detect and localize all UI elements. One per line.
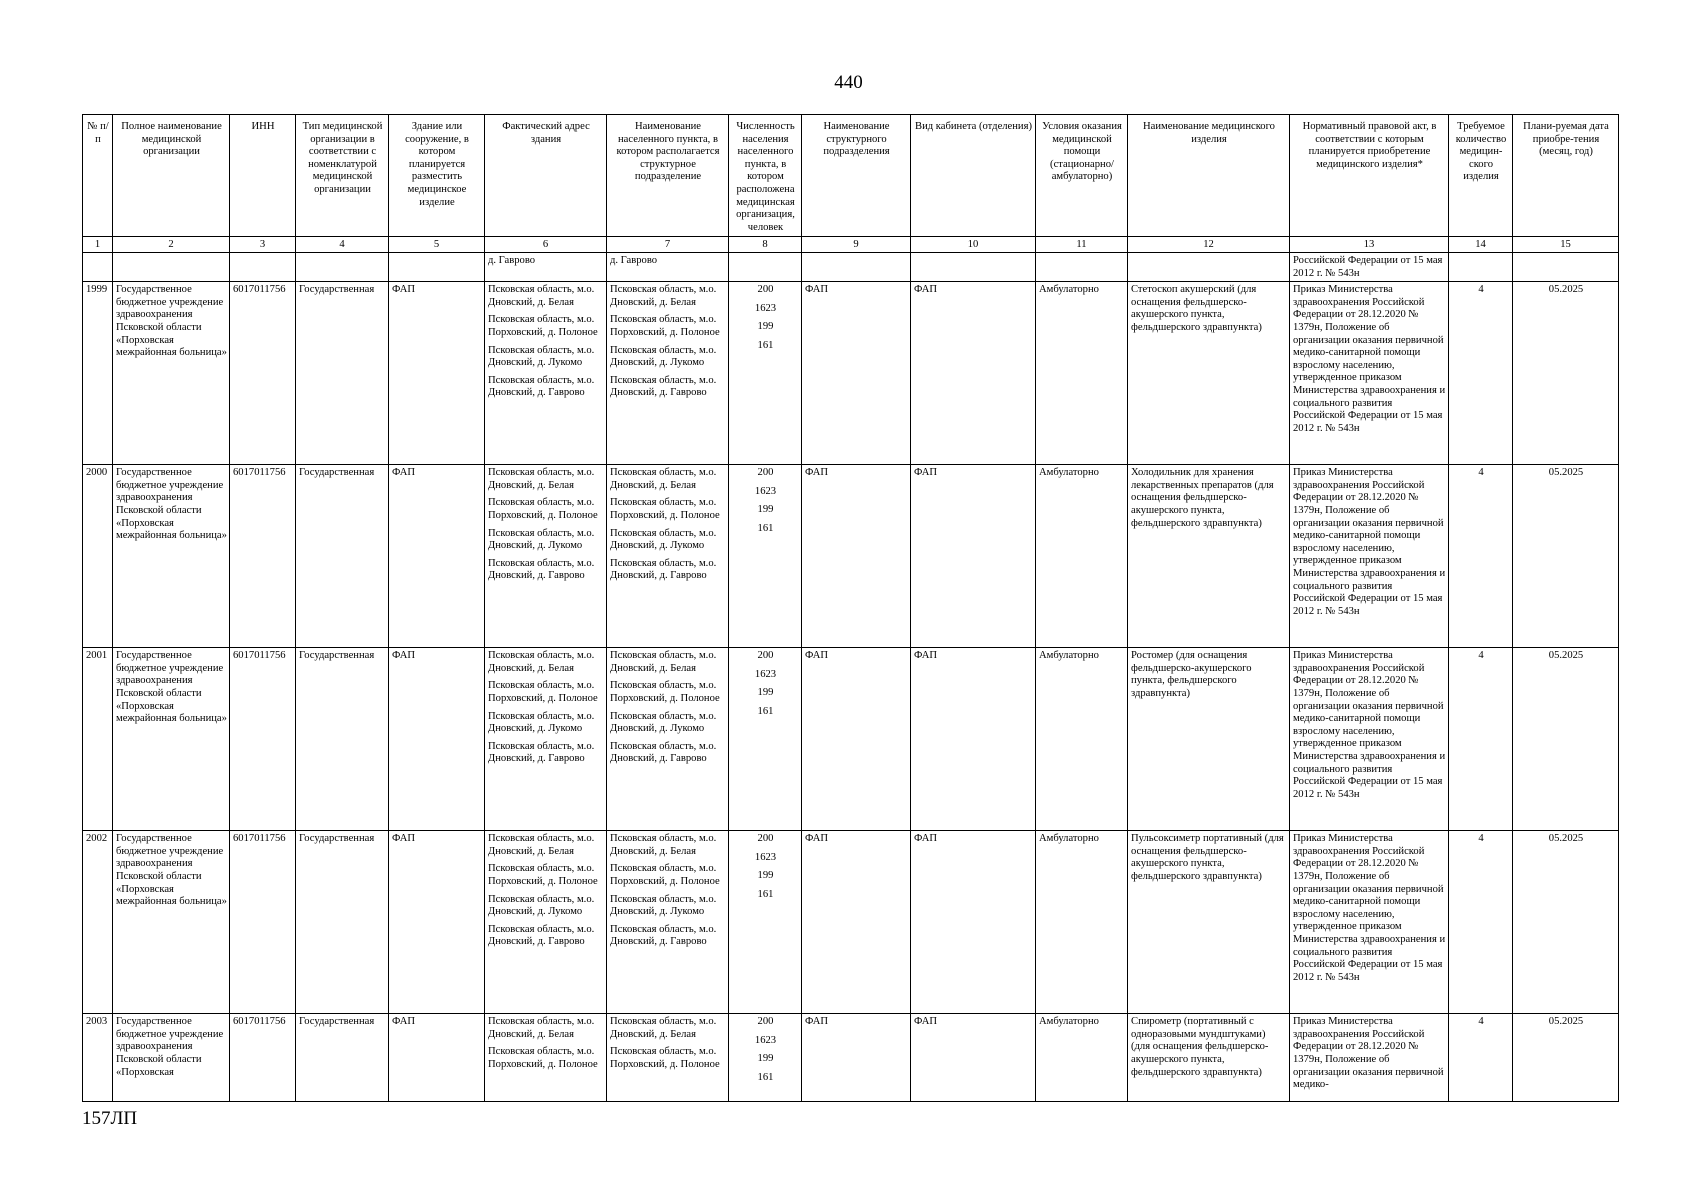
col-header: Здание или сооружение, в котором планируется разместить медицинское изделие [389,115,485,237]
settlement-line: Псковская область, м.о. Дновский, д. Гаврово [610,740,717,765]
unit-name: ФАП [802,282,911,465]
col-number: 11 [1036,237,1128,253]
population-value: 200 [757,650,774,662]
address-cell [485,648,607,831]
unit-name: ФАП [802,1014,911,1102]
building: ФАП [389,1014,485,1102]
col-number: 8 [729,237,802,253]
col-header: Условия оказания медицинской помощи (стационарно/ амбулаторно) [1036,115,1128,237]
col-header: № п/п [83,115,113,237]
quantity: 4 [1449,1014,1513,1102]
inn: 6017011756 [230,282,296,465]
settlement-line: Псковская область, м.о. Дновский, д. Лукомо [610,893,717,918]
unit-name: ФАП [802,648,911,831]
col-number: 4 [296,237,389,253]
quantity: 4 [1449,465,1513,648]
population-value: 161 [757,522,774,534]
address-line: Псковская область, м.о. Дновский, д. Гаврово [488,923,595,948]
cabinet-type: ФАП [911,648,1036,831]
settlement-line: Псковская область, м.о. Дновский, д. Белая [610,833,717,857]
population-value: 200 [757,284,774,296]
row-number: 1999 [83,282,113,465]
column-number-row [83,237,1619,253]
org-type: Государственная [296,465,389,648]
cabinet-type: ФАП [911,282,1036,465]
table-row [83,465,1619,648]
col-number: 14 [1449,237,1513,253]
inn: 6017011756 [230,465,296,648]
col-header: Нормативный правовой акт, в соответствии с которым планируется приобретение медицинского изделия* [1290,115,1449,237]
col-number: 1 [83,237,113,253]
org-name: Государственное бюджетное учреждение здравоохранения Псковской области «Порховская межрайонная больница» [113,648,230,831]
settlement-line: Псковская область, м.о. Дновский, д. Лукомо [610,527,717,552]
settlement-line: Псковская область, м.о. Дновский, д. Белая [610,284,717,308]
settlement-cell [607,1014,729,1102]
settlement-cell [607,648,729,831]
device-name: Спирометр (портативный с одноразовыми мундштуками) (для оснащения фельдшерско-акушерского пункта, фельдшерского здравпункта) [1128,1014,1290,1102]
population-value: 161 [757,705,774,717]
building: ФАП [389,648,485,831]
col-header: Вид кабинета (отделения) [911,115,1036,237]
col-number: 7 [607,237,729,253]
population-value: 200 [757,1016,774,1028]
address-line: Псковская область, м.о. Дновский, д. Лукомо [488,527,595,552]
row-number: 2003 [83,1014,113,1102]
settlement-line: Псковская область, м.о. Порховский, д. Полоное [610,863,720,887]
population-cell [729,282,802,465]
address-line: Псковская область, м.о. Дновский, д. Белая [488,467,595,491]
settlement-cell: д. Гаврово [607,253,729,282]
settlement-line: Псковская область, м.о. Порховский, д. Полоное [610,1046,720,1070]
population-value: 161 [757,339,774,351]
cabinet-type: ФАП [911,831,1036,1014]
regulatory-act: Приказ Министерства здравоохранения Российской Федерации от 28.12.2020 № 1379н, Положение об организации оказания первичной медико-санитарной помощи взрослому населению, утвержденное приказом Министерства здравоохранения и социального развития Российской Федерации от 15 мая 2012 г. № 543н [1290,648,1449,831]
population-cell [729,1014,802,1102]
col-header: Требуемое количество медицин-ского изделия [1449,115,1513,237]
col-header: Наименование медицинского изделия [1128,115,1290,237]
care-conditions: Амбулаторно [1036,1014,1128,1102]
planned-date: 05.2025 [1513,648,1619,831]
address-cell [485,282,607,465]
quantity: 4 [1449,648,1513,831]
col-number: 3 [230,237,296,253]
address-cell [485,1014,607,1102]
regulatory-act: Приказ Министерства здравоохранения Российской Федерации от 28.12.2020 № 1379н, Положение об организации оказания первичной медико-санитарной помощи взрослому населению, утвержденное приказом Министерства здравоохранения и социального развития Российской Федерации от 15 мая 2012 г. № 543н [1290,465,1449,648]
org-type: Государственная [296,282,389,465]
col-header: Наименование структурного подразделения [802,115,911,237]
device-name: Ростомер (для оснащения фельдшерско-акушерского пункта, фельдшерского здравпункта) [1128,648,1290,831]
col-header: Фактический адрес здания [485,115,607,237]
table-row [83,1014,1619,1102]
population-value: 200 [757,467,774,479]
building: ФАП [389,465,485,648]
settlement-line: Псковская область, м.о. Дновский, д. Лукомо [610,344,717,369]
settlement-line: Псковская область, м.о. Дновский, д. Белая [610,467,717,491]
inn: 6017011756 [230,831,296,1014]
address-line: Псковская область, м.о. Дновский, д. Гаврово [488,740,595,765]
document-code: 157ЛП [82,1108,138,1129]
population-value: 1623 [754,1034,777,1046]
page-number: 440 [834,72,863,93]
population-value: 199 [757,687,774,699]
settlement-line: Псковская область, м.о. Дновский, д. Белая [610,1016,717,1040]
address-line: Псковская область, м.о. Порховский, д. Полоное [488,1046,598,1070]
address-cell [485,831,607,1014]
org-type: Государственная [296,1014,389,1102]
settlement-cell [607,465,729,648]
col-header: Тип медицинской организации в соответствии с номенклатурой медицинской организации [296,115,389,237]
address-line: Псковская область, м.о. Дновский, д. Лукомо [488,893,595,918]
row-number: 2000 [83,465,113,648]
population-cell [729,831,802,1014]
col-number: 9 [802,237,911,253]
device-name: Холодильник для хранения лекарственных препаратов (для оснащения фельдшерско-акушерского пункта, фельдшерского здравпункта) [1128,465,1290,648]
col-number: 10 [911,237,1036,253]
address-line: Псковская область, м.о. Дновский, д. Белая [488,650,595,674]
regulatory-act: Приказ Министерства здравоохранения Российской Федерации от 28.12.2020 № 1379н, Положение об организации оказания первичной медико-санитарной помощи взрослому населению, утвержденное приказом Министерства здравоохранения и социального развития Российской Федерации от 15 мая 2012 г. № 543н [1290,831,1449,1014]
planned-date: 05.2025 [1513,465,1619,648]
org-type: Государственная [296,831,389,1014]
col-header: Наименование населенного пункта, в котором располагается структурное подразделение [607,115,729,237]
population-value: 199 [757,870,774,882]
equipment-register-table [82,114,1619,1102]
col-number: 6 [485,237,607,253]
address-line: Псковская область, м.о. Дновский, д. Белая [488,284,595,308]
continuation-row [83,253,1619,282]
inn: 6017011756 [230,1014,296,1102]
population-value: 1623 [754,485,777,497]
settlement-line: Псковская область, м.о. Дновский, д. Гаврово [610,557,717,582]
address-cell [485,465,607,648]
address-line: Псковская область, м.о. Порховский, д. Полоное [488,497,598,521]
population-value: 199 [757,321,774,333]
device-name: Стетоскоп акушерский (для оснащения фельдшерско-акушерского пункта, фельдшерского здравпункта) [1128,282,1290,465]
building: ФАП [389,282,485,465]
header-row [83,115,1619,237]
care-conditions: Амбулаторно [1036,282,1128,465]
care-conditions: Амбулаторно [1036,648,1128,831]
population-value: 200 [757,833,774,845]
col-number: 2 [113,237,230,253]
population-value: 1623 [754,302,777,314]
col-header: Плани-руемая дата приобре-тения (месяц, год) [1513,115,1619,237]
population-value: 199 [757,504,774,516]
col-number: 13 [1290,237,1449,253]
col-number: 15 [1513,237,1619,253]
care-conditions: Амбулаторно [1036,831,1128,1014]
population-value: 161 [757,888,774,900]
table-row [83,831,1619,1014]
building: ФАП [389,831,485,1014]
settlement-line: Псковская область, м.о. Дновский, д. Белая [610,650,717,674]
table-row [83,648,1619,831]
care-conditions: Амбулаторно [1036,465,1128,648]
address-line: Псковская область, м.о. Дновский, д. Гаврово [488,557,595,582]
address-line: Псковская область, м.о. Дновский, д. Лукомо [488,710,595,735]
regulatory-act: Приказ Министерства здравоохранения Российской Федерации от 28.12.2020 № 1379н, Положение об организации оказания первичной медико-санитарной помощи взрослому населению, утвержденное приказом Министерства здравоохранения и социального развития Российской Федерации от 15 мая 2012 г. № 543н [1290,282,1449,465]
address-line: Псковская область, м.о. Порховский, д. Полоное [488,680,598,704]
org-type: Государственная [296,648,389,831]
quantity: 4 [1449,282,1513,465]
col-number: 12 [1128,237,1290,253]
settlement-line: Псковская область, м.о. Дновский, д. Гаврово [610,923,717,948]
org-name: Государственное бюджетное учреждение здравоохранения Псковской области «Порховская межрайонная больница» [113,831,230,1014]
population-value: 161 [757,1071,774,1083]
settlement-cell [607,831,729,1014]
inn: 6017011756 [230,648,296,831]
quantity: 4 [1449,831,1513,1014]
regulatory-act: Приказ Министерства здравоохранения Российской Федерации от 28.12.2020 № 1379н, Положение об организации оказания первичной медико- [1290,1014,1449,1102]
col-header: Полное наименование медицинской организации [113,115,230,237]
cabinet-type: ФАП [911,1014,1036,1102]
address-line: Псковская область, м.о. Порховский, д. Полоное [488,863,598,887]
settlement-line: Псковская область, м.о. Дновский, д. Гаврово [610,374,717,399]
address-cell: д. Гаврово [485,253,607,282]
population-value: 1623 [754,851,777,863]
planned-date: 05.2025 [1513,831,1619,1014]
unit-name: ФАП [802,465,911,648]
population-cell [729,465,802,648]
row-number: 2001 [83,648,113,831]
settlement-line: Псковская область, м.о. Порховский, д. Полоное [610,680,720,704]
org-name: Государственное бюджетное учреждение здравоохранения Псковской области «Порховская межрайонная больница» [113,282,230,465]
device-name: Пульсоксиметр портативный (для оснащения фельдшерско-акушерского пункта, фельдшерского здравпункта) [1128,831,1290,1014]
address-line: Псковская область, м.о. Порховский, д. Полоное [488,314,598,338]
address-line: Псковская область, м.о. Дновский, д. Лукомо [488,344,595,369]
population-cell [729,648,802,831]
row-number: 2002 [83,831,113,1014]
cabinet-type: ФАП [911,465,1036,648]
col-number: 5 [389,237,485,253]
settlement-line: Псковская область, м.о. Порховский, д. Полоное [610,497,720,521]
col-header: Численность населения населенного пункта, в котором расположена медицинская организация, человек [729,115,802,237]
org-name: Государственное бюджетное учреждение здравоохранения Псковской области «Порховская [113,1014,230,1102]
settlement-line: Псковская область, м.о. Порховский, д. Полоное [610,314,720,338]
address-line: Псковская область, м.о. Дновский, д. Белая [488,833,595,857]
planned-date: 05.2025 [1513,282,1619,465]
planned-date: 05.2025 [1513,1014,1619,1102]
population-value: 199 [757,1053,774,1065]
unit-name: ФАП [802,831,911,1014]
table-row [83,282,1619,465]
address-line: Псковская область, м.о. Дновский, д. Белая [488,1016,595,1040]
act-cell: Российской Федерации от 15 мая 2012 г. № 543н [1290,253,1449,282]
org-name: Государственное бюджетное учреждение здравоохранения Псковской области «Порховская межрайонная больница» [113,465,230,648]
settlement-line: Псковская область, м.о. Дновский, д. Лукомо [610,710,717,735]
settlement-cell [607,282,729,465]
col-header: ИНН [230,115,296,237]
address-line: Псковская область, м.о. Дновский, д. Гаврово [488,374,595,399]
population-value: 1623 [754,668,777,680]
